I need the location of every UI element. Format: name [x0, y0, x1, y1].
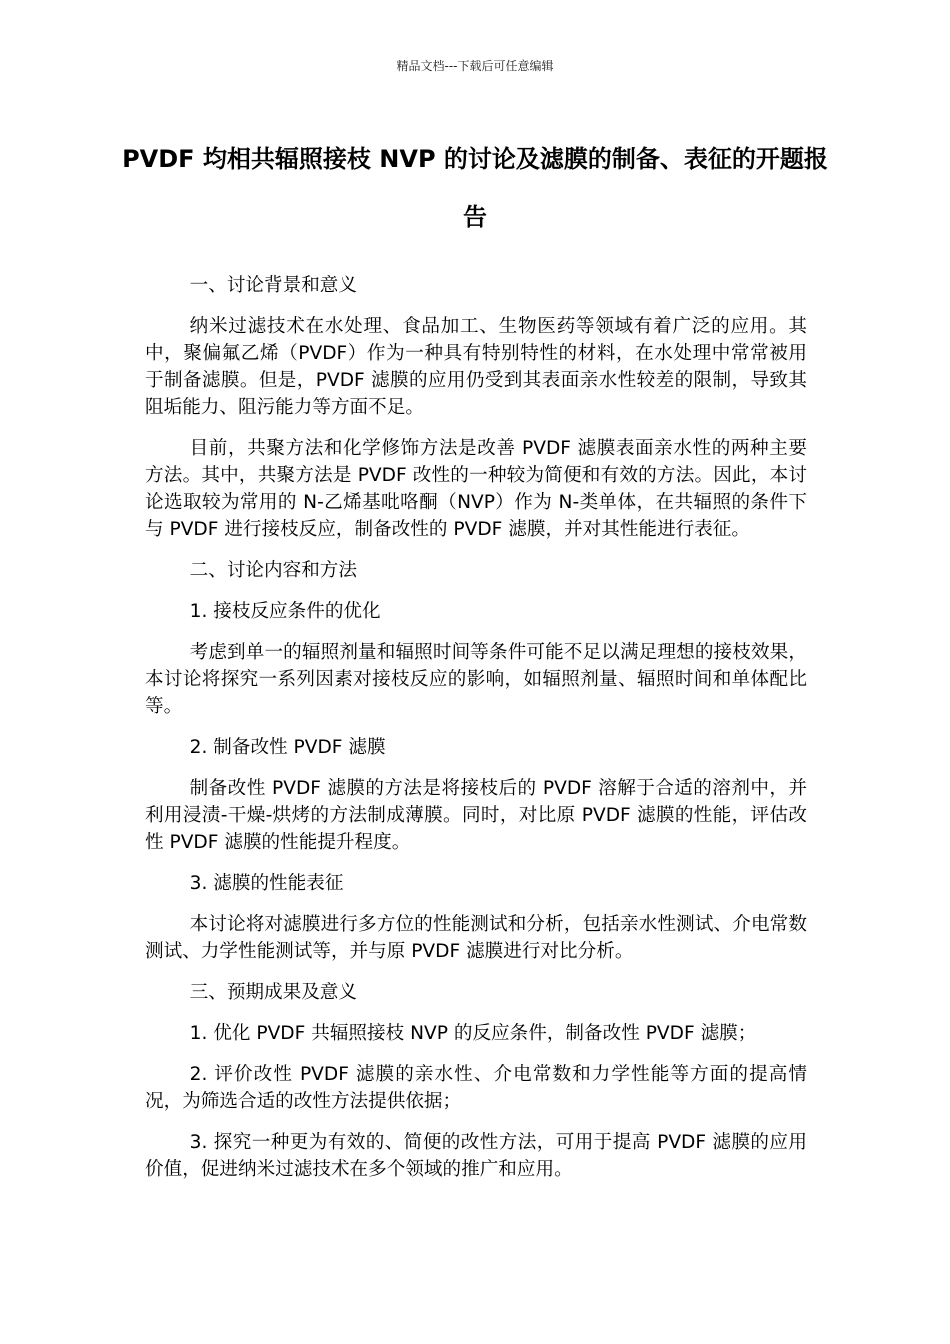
subheading-characterization: 3. 滤膜的性能表征 — [189, 873, 344, 894]
header-note: 精品文档---下载后可任意编辑 — [396, 59, 554, 73]
expected-result-item-3: 3. 探究一种更为有效的、简便的改性方法，可用于提高 PVDF 滤膜的应用价值，促进纳米过滤技术在多个领域的推广和应用。 — [145, 1132, 807, 1180]
subheading-preparation: 2. 制备改性 PVDF 滤膜 — [189, 737, 386, 758]
paragraph-optimization: 考虑到单一的辐照剂量和辐照时间等条件可能不足以满足理想的接枝效果，本讨论将探究一系列因素对接枝反应的影响，如辐照剂量、辐照时间和单体配比等。 — [145, 642, 807, 717]
document-body — [145, 272, 807, 1197]
paragraph-characterization: 本讨论将对滤膜进行多方位的性能测试和分析，包括亲水性测试、介电常数测试、力学性能测试等，并与原 PVDF 滤膜进行对比分析。 — [145, 914, 807, 962]
expected-result-item-2: 2. 评价改性 PVDF 滤膜的亲水性、介电常数和力学性能等方面的提高情况，为筛选合适的改性方法提供依据； — [145, 1064, 807, 1112]
paragraph-background-2: 目前，共聚方法和化学修饰方法是改善 PVDF 滤膜表面亲水性的两种主要方法。其中，共聚方法是 PVDF 改性的一种较为简便和有效的方法。因此，本讨论选取较为常用的 N-乙烯基吡咯酮（NVP）作为 N-类单体，在共辐照的条件下与 PVDF 进行接枝反应，制备改性的 PVDF 滤膜，并对其性能进行表征。 — [145, 438, 807, 540]
section-heading-background: 一、讨论背景和意义 — [189, 275, 357, 296]
section-heading-expected-results: 三、预期成果及意义 — [189, 982, 357, 1003]
subheading-optimization: 1. 接枝反应条件的优化 — [189, 601, 381, 622]
expected-result-item-1: 1. 优化 PVDF 共辐照接枝 NVP 的反应条件，制备改性 PVDF 滤膜； — [189, 1023, 757, 1044]
section-heading-content-methods: 二、讨论内容和方法 — [189, 560, 357, 581]
paragraph-background-1: 纳米过滤技术在水处理、食品加工、生物医药等领域有着广泛的应用。其中，聚偏氟乙烯（PVDF）作为一种具有特别特性的材料，在水处理中常常被用于制备滤膜。但是，PVDF 滤膜的应用仍受到其表面亲水性较差的限制，导致其阻垢能力、阻污能力等方面不足。 — [145, 316, 807, 418]
document-title: PVDF 均相共辐照接枝 NVP 的讨论及滤膜的制备、表征的开题报告 — [122, 145, 828, 231]
paragraph-preparation: 制备改性 PVDF 滤膜的方法是将接枝后的 PVDF 溶解于合适的溶剂中，并利用浸渍-干燥-烘烤的方法制成薄膜。同时，对比原 PVDF 滤膜的性能，评估改性 PVDF 滤膜的性能提升程度。 — [145, 778, 807, 853]
